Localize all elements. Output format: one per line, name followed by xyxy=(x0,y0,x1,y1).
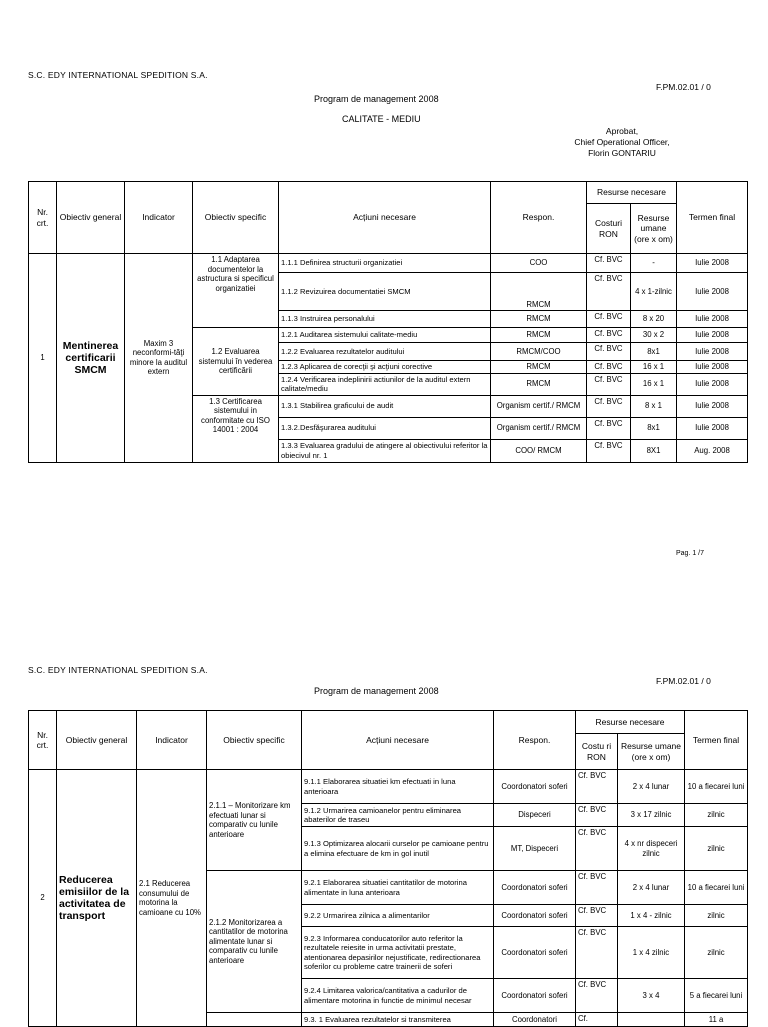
header-actions: Acțiuni necesare xyxy=(279,182,491,254)
objective-specific-1-3: 1.3 Certificarea sistemului in conformitate cu ISO 14001 : 2004 xyxy=(193,395,279,462)
company-name: S.C. EDY INTERNATIONAL SPEDITION S.A. xyxy=(28,70,208,80)
human-resources-cell: 16 x 1 xyxy=(631,361,677,374)
action-cell: 9.1.3 Optimizarea alocarii curselor pe camioane pentru a elimina efectuare de km in gol inutil xyxy=(302,827,494,871)
action-cell: 9.2.3 Informarea conducatorilor auto referitor la rezultatele reiesite in urma activitatii prestate, atentionarea depasirilor nejustificate, redirectionarea soferilor cu probleme catre trainerii de soferi xyxy=(302,927,494,979)
responsible-cell: MT, Dispeceri xyxy=(494,827,576,871)
responsible-cell: Coordonatori soferi xyxy=(494,927,576,979)
deadline-cell: Iulie 2008 xyxy=(677,373,748,395)
human-resources-cell: 1 x 4 zilnic xyxy=(618,927,685,979)
responsible-cell: Coordonatori soferi xyxy=(494,770,576,804)
deadline-cell: 10 a fiecarei luni xyxy=(685,871,748,905)
company-name-page-2: S.C. EDY INTERNATIONAL SPEDITION S.A. xyxy=(28,665,208,675)
action-cell: 1.2.4 Verificarea indeplinirii actiunilor de la auditul extern calitate/mediu xyxy=(279,373,491,395)
action-cell: 1.1.1 Definirea structurii organizatiei xyxy=(279,254,491,273)
action-cell: 9.3. 1 Evaluarea rezultatelor si transmiterea xyxy=(302,1013,494,1027)
objective-general: Mentinerea certificarii SMCM xyxy=(57,254,125,463)
cost-cell: Cf. BVC xyxy=(587,417,631,439)
objective-specific-1-1: 1.1 Adaptarea documentelor la astructura si specificul organizatiei xyxy=(193,254,279,328)
header-resources: Resurse necesare xyxy=(576,711,685,734)
header-nr: Nr. crt. xyxy=(29,182,57,254)
action-cell: 9.1.1 Elaborarea situatiei km efectuati in luna anterioara xyxy=(302,770,494,804)
deadline-cell: zilnic xyxy=(685,827,748,871)
cost-cell: Cf. BVC xyxy=(576,770,618,804)
responsible-cell: Coordonatori soferi xyxy=(494,871,576,905)
deadline-cell: Iulie 2008 xyxy=(677,254,748,273)
cost-cell: Cf. BVC xyxy=(587,254,631,273)
human-resources-cell: 30 x 2 xyxy=(631,328,677,343)
action-cell: 1.3.3 Evaluarea gradului de atingere al obiectivului referitor la obiecivul nr. 1 xyxy=(279,439,491,462)
action-cell: 1.3.2.Desfăşurarea auditului xyxy=(279,417,491,439)
deadline-cell: 10 a fiecarei luni xyxy=(685,770,748,804)
header-deadline: Termen final xyxy=(685,711,748,770)
responsible-cell: RMCM xyxy=(491,273,587,311)
objective-specific-2-1-3 xyxy=(207,1013,302,1027)
header-responsible: Respon. xyxy=(494,711,576,770)
deadline-cell: Iulie 2008 xyxy=(677,328,748,343)
cost-cell: Cf. BVC xyxy=(576,804,618,827)
cost-cell: Cf. BVC xyxy=(587,273,631,311)
human-resources-cell: 8 x 1 xyxy=(631,395,677,417)
cost-cell: Cf. BVC xyxy=(576,827,618,871)
responsible-cell: RMCM/COO xyxy=(491,343,587,361)
responsible-cell: RMCM xyxy=(491,361,587,374)
header-responsible: Respon. xyxy=(491,182,587,254)
header-human-resources: Resurse umane (ore x om) xyxy=(618,734,685,770)
responsible-cell: Coordonatori soferi xyxy=(494,905,576,927)
deadline-cell: Iulie 2008 xyxy=(677,361,748,374)
human-resources-cell: 2 x 4 lunar xyxy=(618,770,685,804)
program-title-page-2: Program de management 2008 xyxy=(314,686,439,696)
header-costs: Costuri RON xyxy=(587,204,631,254)
human-resources-cell: 8X1 xyxy=(631,439,677,462)
form-code: F.PM.02.01 / 0 xyxy=(656,82,711,92)
cost-cell: Cf. xyxy=(576,1013,618,1027)
section-title: CALITATE - MEDIU xyxy=(342,114,421,124)
human-resources-cell: 3 x 17 zilnic xyxy=(618,804,685,827)
deadline-cell: Iulie 2008 xyxy=(677,273,748,311)
deadline-cell: Iulie 2008 xyxy=(677,395,748,417)
objective-general: Reducerea emisiilor de la activitatea de transport xyxy=(57,770,137,1027)
header-indicator: Indicator xyxy=(137,711,207,770)
row-number: 2 xyxy=(29,770,57,1027)
program-title: Program de management 2008 xyxy=(314,94,439,104)
cost-cell: Cf. BVC xyxy=(587,439,631,462)
responsible-cell: RMCM xyxy=(491,311,587,328)
human-resources-cell xyxy=(618,1013,685,1027)
cost-cell: Cf. BVC xyxy=(576,871,618,905)
human-resources-cell: 8x1 xyxy=(631,417,677,439)
cost-cell: Cf. BVC xyxy=(587,395,631,417)
action-cell: 1.3.1 Stabilirea graficului de audit xyxy=(279,395,491,417)
header-costs: Costu ri RON xyxy=(576,734,618,770)
human-resources-cell: 8 x 20 xyxy=(631,311,677,328)
responsible-cell: COO/ RMCM xyxy=(491,439,587,462)
deadline-cell: zilnic xyxy=(685,804,748,827)
header-indicator: Indicator xyxy=(125,182,193,254)
objective-specific-2-1-1: 2.1.1 – Monitorizare km efectuati lunar si comparativ cu lunile anterioare xyxy=(207,770,302,871)
action-cell: 9.2.2 Urmarirea zilnica a alimentarilor xyxy=(302,905,494,927)
responsible-cell: Coordonatori xyxy=(494,1013,576,1027)
header-actions: Acțiuni necesare xyxy=(302,711,494,770)
deadline-cell: Iulie 2008 xyxy=(677,311,748,328)
page-number: Pag. 1 /7 xyxy=(676,550,705,557)
approval-line-2: Chief Operational Officer, xyxy=(574,137,670,147)
deadline-cell: 11 a xyxy=(685,1013,748,1027)
deadline-cell: zilnic xyxy=(685,905,748,927)
human-resources-cell: 2 x 4 lunar xyxy=(618,871,685,905)
human-resources-cell: 3 x 4 xyxy=(618,979,685,1013)
human-resources-cell: 4 x 1-zilnic xyxy=(631,273,677,311)
action-cell: 1.1.3 Instruirea personalului xyxy=(279,311,491,328)
responsible-cell: Dispeceri xyxy=(494,804,576,827)
human-resources-cell: 8x1 xyxy=(631,343,677,361)
objective-specific-2-1-2: 2.1.2 Monitorizarea a cantitatilor de motorina alimentate lunar si comparativ cu lunile anterioare xyxy=(207,871,302,1013)
responsible-cell: COO xyxy=(491,254,587,273)
approval-block xyxy=(560,126,684,159)
deadline-cell: 5 a fiecarei luni xyxy=(685,979,748,1013)
form-code-page-2: F.PM.02.01 / 0 xyxy=(656,676,711,686)
cost-cell: Cf. BVC xyxy=(587,373,631,395)
action-cell: 1.2.2 Evaluarea rezultatelor auditului xyxy=(279,343,491,361)
header-objective-general: Obiectiv general xyxy=(57,711,137,770)
header-resources: Resurse necesare xyxy=(587,182,677,204)
action-cell: 1.1.2 Revizuirea documentatiei SMCM xyxy=(279,273,491,311)
cost-cell: Cf. BVC xyxy=(587,361,631,374)
header-objective-specific: Obiectiv specific xyxy=(193,182,279,254)
objective-specific-1-2: 1.2 Evaluarea sistemului în vederea certificării xyxy=(193,328,279,396)
action-cell: 9.2.1 Elaborarea situatiei cantitatilor de motorina alimentate in luna anterioara xyxy=(302,871,494,905)
management-table-1 xyxy=(28,181,748,463)
deadline-cell: Iulie 2008 xyxy=(677,343,748,361)
deadline-cell: Iulie 2008 xyxy=(677,417,748,439)
indicator-cell: 2.1 Reducerea consumului de motorina la camioane cu 10% xyxy=(137,770,207,1027)
action-cell: 9.1.2 Urmarirea camioanelor pentru eliminarea abaterilor de traseu xyxy=(302,804,494,827)
deadline-cell: Aug. 2008 xyxy=(677,439,748,462)
deadline-cell: zilnic xyxy=(685,927,748,979)
cost-cell: Cf. BVC xyxy=(576,979,618,1013)
cost-cell: Cf. BVC xyxy=(587,311,631,328)
row-number: 1 xyxy=(29,254,57,463)
action-cell: 1.2.3 Aplicarea de corecţii şi acţiuni corective xyxy=(279,361,491,374)
cost-cell: Cf. BVC xyxy=(587,343,631,361)
human-resources-cell: - xyxy=(631,254,677,273)
header-nr: Nr. crt. xyxy=(29,711,57,770)
management-table-2 xyxy=(28,710,748,1027)
cost-cell: Cf. BVC xyxy=(576,927,618,979)
responsible-cell: Coordonatori soferi xyxy=(494,979,576,1013)
responsible-cell: RMCM xyxy=(491,328,587,343)
responsible-cell: Organism certif./ RMCM xyxy=(491,395,587,417)
header-human-resources: Resurse umane (ore x om) xyxy=(631,204,677,254)
approval-line-3: Florin GONTARIU xyxy=(588,148,656,158)
action-cell: 9.2.4 Limitarea valorica/cantitativa a cadurilor de alimentare motorina in functie de minimul necesar xyxy=(302,979,494,1013)
responsible-cell: Organism certif./ RMCM xyxy=(491,417,587,439)
cost-cell: Cf. BVC xyxy=(576,905,618,927)
indicator-cell: Maxim 3 neconformi-tăţi minore la auditul extern xyxy=(125,254,193,463)
header-deadline: Termen final xyxy=(677,182,748,254)
human-resources-cell: 16 x 1 xyxy=(631,373,677,395)
header-objective-general: Obiectiv general xyxy=(57,182,125,254)
header-objective-specific: Obiectiv specific xyxy=(207,711,302,770)
human-resources-cell: 1 x 4 - zilnic xyxy=(618,905,685,927)
human-resources-cell: 4 x nr dispeceri zilnic xyxy=(618,827,685,871)
action-cell: 1.2.1 Auditarea sistemului calitate-mediu xyxy=(279,328,491,343)
cost-cell: Cf. BVC xyxy=(587,328,631,343)
responsible-cell: RMCM xyxy=(491,373,587,395)
approval-line-1: Aprobat, xyxy=(605,126,639,136)
